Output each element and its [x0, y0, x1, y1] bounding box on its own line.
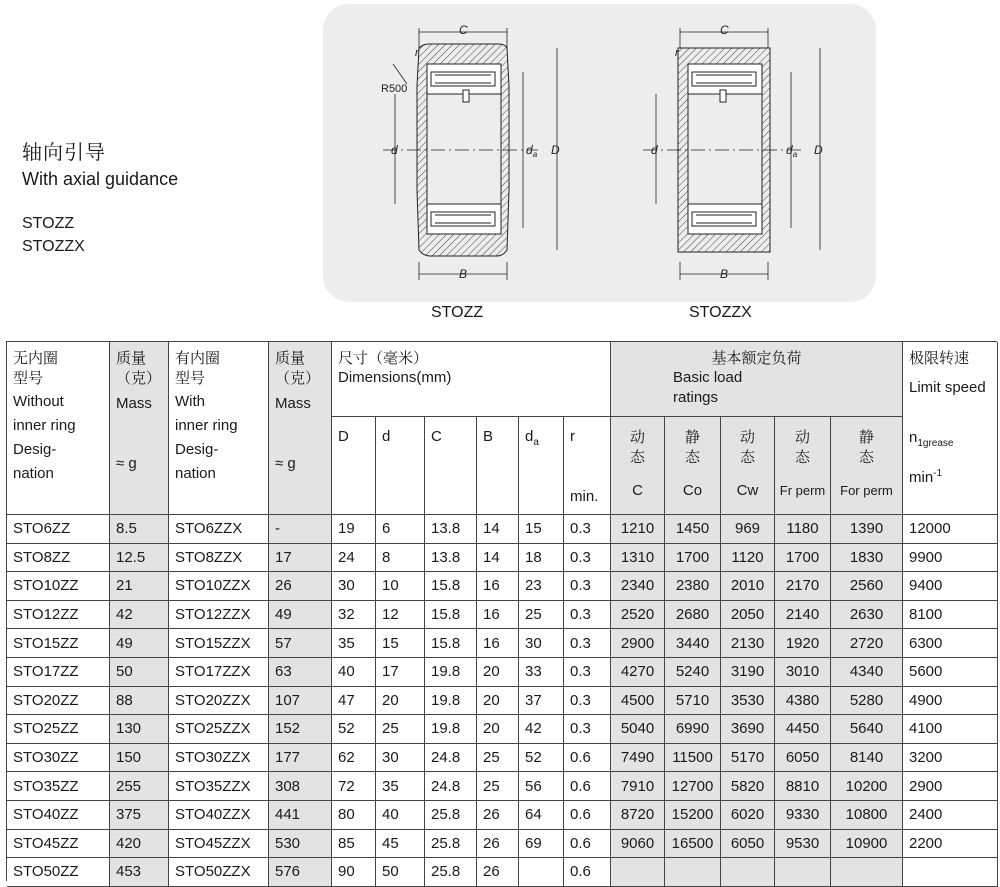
table-cell: 57: [269, 629, 332, 658]
table-cell: 49: [110, 629, 169, 658]
table-cell: STO8ZZX: [169, 544, 269, 573]
table-cell: 2900: [611, 629, 665, 658]
header-load-forperm: 静 态 For perm: [831, 417, 903, 515]
table-cell: STO12ZZ: [7, 601, 110, 630]
table-cell: 0.6: [564, 744, 611, 773]
label-big-d: D: [814, 143, 823, 157]
table-cell: 1830: [831, 544, 903, 573]
table-cell: 6300: [903, 629, 998, 658]
table-cell: 20: [477, 658, 519, 687]
table-cell: 15.8: [425, 601, 477, 630]
table-cell: 15: [376, 629, 425, 658]
table-cell: 4340: [831, 658, 903, 687]
label-r: r: [675, 47, 679, 59]
table-row: [7, 515, 998, 544]
label-da: $d_a$: [786, 143, 798, 159]
table-cell: 15: [519, 515, 564, 544]
table-cell: 35: [332, 629, 376, 658]
table-cell: 23: [519, 572, 564, 601]
table-cell: STO35ZZX: [169, 772, 269, 801]
table-cell: 7490: [611, 744, 665, 773]
table-cell: 3440: [665, 629, 721, 658]
table-cell: 2520: [611, 601, 665, 630]
table-cell: 63: [269, 658, 332, 687]
table-cell: 0.3: [564, 515, 611, 544]
table-cell: 12000: [903, 515, 998, 544]
table-cell: 2340: [611, 572, 665, 601]
header-load-ratings: 基本额定负荷 Basic load ratings: [611, 342, 903, 417]
table-cell: [903, 858, 998, 887]
header-with-inner-ring: 有内圈 型号 With inner ring Desig- nation: [169, 342, 269, 515]
table-cell: 50: [110, 658, 169, 687]
table-row: [7, 744, 998, 773]
table-cell: 52: [332, 715, 376, 744]
model-name: STOZZ: [22, 215, 75, 232]
table-cell: STO40ZZX: [169, 801, 269, 830]
table-cell: 88: [110, 687, 169, 716]
table-row: [7, 544, 998, 573]
figure-panel: [323, 4, 876, 302]
table-cell: 2380: [665, 572, 721, 601]
label-d: d: [651, 143, 658, 157]
table-cell: 2130: [721, 629, 775, 658]
table-cell: 9900: [903, 544, 998, 573]
table-cell: [721, 858, 775, 887]
table-cell: 1700: [665, 544, 721, 573]
table-row: [7, 572, 998, 601]
label-d: d: [391, 143, 398, 157]
table-cell: 0.3: [564, 687, 611, 716]
table-cell: 35: [376, 772, 425, 801]
table-cell: 530: [269, 830, 332, 859]
table-cell: 130: [110, 715, 169, 744]
table-cell: 3190: [721, 658, 775, 687]
table-cell: 21: [110, 572, 169, 601]
table-cell: 25: [376, 715, 425, 744]
intro-title-en: With axial guidance: [22, 169, 179, 189]
table-cell: 10800: [831, 801, 903, 830]
table-cell: 30: [519, 629, 564, 658]
table-cell: 2140: [775, 601, 831, 630]
table-cell: 0.6: [564, 801, 611, 830]
label-c: C: [720, 23, 729, 37]
intro-block: [22, 136, 178, 258]
table-cell: STO30ZZX: [169, 744, 269, 773]
table-cell: 6990: [665, 715, 721, 744]
table-cell: 90: [332, 858, 376, 887]
table-row: [7, 715, 998, 744]
header-dim-d: d: [376, 417, 425, 515]
table-cell: 8720: [611, 801, 665, 830]
table-cell: 13.8: [425, 544, 477, 573]
table-cell: 80: [332, 801, 376, 830]
table-cell: 15200: [665, 801, 721, 830]
table-cell: 2400: [903, 801, 998, 830]
header-mass-1: 质量 （克） Mass ≈ g: [110, 342, 169, 515]
table-cell: STO30ZZ: [7, 744, 110, 773]
table-cell: 5600: [903, 658, 998, 687]
table-cell: 85: [332, 830, 376, 859]
table-cell: 20: [477, 687, 519, 716]
table-cell: 15.8: [425, 572, 477, 601]
table-cell: 10900: [831, 830, 903, 859]
table-cell: 64: [519, 801, 564, 830]
table-row: [7, 772, 998, 801]
table-cell: 0.3: [564, 658, 611, 687]
table-cell: 24.8: [425, 772, 477, 801]
table-cell: 12.5: [110, 544, 169, 573]
table-cell: 47: [332, 687, 376, 716]
table-cell: 2170: [775, 572, 831, 601]
table-cell: 12: [376, 601, 425, 630]
table-cell: 56: [519, 772, 564, 801]
table-cell: STO45ZZX: [169, 830, 269, 859]
label-b: B: [720, 267, 729, 281]
table-cell: -: [269, 515, 332, 544]
table-cell: 37: [519, 687, 564, 716]
table-cell: 13.8: [425, 515, 477, 544]
table-cell: 19.8: [425, 715, 477, 744]
table-cell: 2680: [665, 601, 721, 630]
table-cell: 177: [269, 744, 332, 773]
table-cell: STO6ZZ: [7, 515, 110, 544]
table-cell: 1210: [611, 515, 665, 544]
table-cell: 50: [376, 858, 425, 887]
table-cell: 10200: [831, 772, 903, 801]
table-cell: 1310: [611, 544, 665, 573]
table-cell: 308: [269, 772, 332, 801]
label-da: $d_a$: [526, 143, 538, 159]
figure-caption-stozzx: STOZZX: [689, 304, 752, 321]
table-cell: 1120: [721, 544, 775, 573]
table-cell: 9060: [611, 830, 665, 859]
table-cell: 6020: [721, 801, 775, 830]
table-cell: 0.6: [564, 858, 611, 887]
table-cell: 69: [519, 830, 564, 859]
table-cell: 62: [332, 744, 376, 773]
table-cell: 1700: [775, 544, 831, 573]
table-cell: 5640: [831, 715, 903, 744]
header-load-cw: 动 态 Cw: [721, 417, 775, 515]
table-row: [7, 830, 998, 859]
table-cell: STO20ZZ: [7, 687, 110, 716]
table-cell: STO12ZZX: [169, 601, 269, 630]
table-cell: [665, 858, 721, 887]
table-cell: 19: [332, 515, 376, 544]
table-cell: 40: [332, 658, 376, 687]
table-cell: 32: [332, 601, 376, 630]
spec-table: [6, 341, 997, 881]
table-cell: 5240: [665, 658, 721, 687]
table-cell: 42: [519, 715, 564, 744]
table-cell: 375: [110, 801, 169, 830]
table-cell: 3010: [775, 658, 831, 687]
table-cell: 453: [110, 858, 169, 887]
header-load-frperm: 动 态 Fr perm: [775, 417, 831, 515]
table-cell: STO20ZZX: [169, 687, 269, 716]
table-cell: 6050: [721, 830, 775, 859]
header-dimensions: 尺寸（毫米） Dimensions(mm): [332, 342, 611, 417]
table-cell: 15.8: [425, 629, 477, 658]
table-cell: 441: [269, 801, 332, 830]
table-cell: 6: [376, 515, 425, 544]
table-cell: 0.6: [564, 772, 611, 801]
table-cell: 4450: [775, 715, 831, 744]
header-load-c: 动 态 C: [611, 417, 665, 515]
table-cell: 16: [477, 601, 519, 630]
table-cell: 9530: [775, 830, 831, 859]
table-cell: 10: [376, 572, 425, 601]
table-cell: [831, 858, 903, 887]
table-cell: 2560: [831, 572, 903, 601]
table-cell: 152: [269, 715, 332, 744]
table-cell: STO35ZZ: [7, 772, 110, 801]
table-cell: 20: [376, 687, 425, 716]
table-cell: 16: [477, 572, 519, 601]
table-cell: 30: [332, 572, 376, 601]
table-cell: 2720: [831, 629, 903, 658]
table-cell: STO15ZZ: [7, 629, 110, 658]
table-cell: STO50ZZX: [169, 858, 269, 887]
table-cell: 52: [519, 744, 564, 773]
table-cell: 11500: [665, 744, 721, 773]
label-r500: R500: [381, 83, 408, 95]
table-cell: 25: [519, 601, 564, 630]
table-cell: 9400: [903, 572, 998, 601]
table-cell: 4100: [903, 715, 998, 744]
header-dim-B: B: [477, 417, 519, 515]
table-cell: STO50ZZ: [7, 858, 110, 887]
header-dim-C: C: [425, 417, 477, 515]
table-cell: STO45ZZ: [7, 830, 110, 859]
table-cell: 25.8: [425, 801, 477, 830]
header-mass-2: 质量 （克） Mass ≈ g: [269, 342, 332, 515]
table-cell: 24: [332, 544, 376, 573]
table-cell: 255: [110, 772, 169, 801]
table-cell: 2050: [721, 601, 775, 630]
table-cell: 4270: [611, 658, 665, 687]
table-cell: 1390: [831, 515, 903, 544]
table-cell: STO10ZZX: [169, 572, 269, 601]
table-cell: 25: [477, 772, 519, 801]
table-cell: STO8ZZ: [7, 544, 110, 573]
table-cell: 8810: [775, 772, 831, 801]
bearing-drawings: [323, 4, 876, 302]
table-cell: 5280: [831, 687, 903, 716]
table-row: [7, 601, 998, 630]
table-cell: 40: [376, 801, 425, 830]
label-big-d: D: [551, 143, 560, 157]
table-cell: 3200: [903, 744, 998, 773]
table-cell: 49: [269, 601, 332, 630]
table-cell: 7910: [611, 772, 665, 801]
table-cell: 25.8: [425, 830, 477, 859]
table-cell: 26: [477, 830, 519, 859]
model-name: STOZZX: [22, 238, 85, 255]
header-without-inner-ring: 无内圈 型号 Without inner ring Desig- nation: [7, 342, 110, 515]
table-cell: 2010: [721, 572, 775, 601]
table-cell: STO6ZZX: [169, 515, 269, 544]
table-row: [7, 629, 998, 658]
table-cell: 420: [110, 830, 169, 859]
table-cell: 9330: [775, 801, 831, 830]
table-cell: 14: [477, 515, 519, 544]
table-cell: 1450: [665, 515, 721, 544]
table-row: [7, 687, 998, 716]
table-cell: 45: [376, 830, 425, 859]
table-cell: 5710: [665, 687, 721, 716]
table-cell: 8: [376, 544, 425, 573]
table-cell: 2630: [831, 601, 903, 630]
table-cell: STO15ZZX: [169, 629, 269, 658]
table-cell: 1180: [775, 515, 831, 544]
table-cell: 25.8: [425, 858, 477, 887]
table-cell: 18: [519, 544, 564, 573]
table-cell: 26: [477, 858, 519, 887]
table-cell: 5820: [721, 772, 775, 801]
label-r: r: [415, 47, 419, 59]
intro-title-zh: 轴向引导: [22, 140, 106, 164]
label-b: B: [459, 267, 468, 281]
table-cell: 33: [519, 658, 564, 687]
table-cell: [519, 858, 564, 887]
table-cell: 969: [721, 515, 775, 544]
table-cell: 0.3: [564, 572, 611, 601]
table-cell: 30: [376, 744, 425, 773]
table-cell: 17: [376, 658, 425, 687]
table-row: [7, 658, 998, 687]
table-cell: [611, 858, 665, 887]
table-cell: 3690: [721, 715, 775, 744]
table-cell: STO40ZZ: [7, 801, 110, 830]
table-row: [7, 858, 998, 887]
table-cell: 8140: [831, 744, 903, 773]
table-cell: 12700: [665, 772, 721, 801]
table-cell: 8100: [903, 601, 998, 630]
header-limit-speed: 极限转速 Limit speed $n_{1grease}$ $\min^{-1}$: [903, 342, 998, 515]
table-cell: 5040: [611, 715, 665, 744]
table-cell: 42: [110, 601, 169, 630]
table-cell: 6050: [775, 744, 831, 773]
table-cell: 4380: [775, 687, 831, 716]
table-cell: 3530: [721, 687, 775, 716]
table-cell: 2200: [903, 830, 998, 859]
header-load-co: 静 态 Co: [665, 417, 721, 515]
table-cell: 20: [477, 715, 519, 744]
table-cell: STO25ZZX: [169, 715, 269, 744]
table-cell: 16500: [665, 830, 721, 859]
table-cell: STO25ZZ: [7, 715, 110, 744]
table-cell: 26: [477, 801, 519, 830]
table-row: [7, 801, 998, 830]
table-cell: 72: [332, 772, 376, 801]
table-cell: 0.6: [564, 830, 611, 859]
table-cell: 25: [477, 744, 519, 773]
table-cell: 150: [110, 744, 169, 773]
table-cell: 107: [269, 687, 332, 716]
table-cell: 2900: [903, 772, 998, 801]
table-cell: 4500: [611, 687, 665, 716]
table-cell: 8.5: [110, 515, 169, 544]
table-cell: STO10ZZ: [7, 572, 110, 601]
table-cell: 14: [477, 544, 519, 573]
table-cell: 19.8: [425, 658, 477, 687]
table-cell: 1920: [775, 629, 831, 658]
table-cell: [775, 858, 831, 887]
table-cell: 26: [269, 572, 332, 601]
table-cell: 5170: [721, 744, 775, 773]
table-cell: 17: [269, 544, 332, 573]
table-cell: 16: [477, 629, 519, 658]
table-cell: STO17ZZX: [169, 658, 269, 687]
table-cell: 19.8: [425, 687, 477, 716]
table-cell: 0.3: [564, 544, 611, 573]
label-c: C: [459, 23, 468, 37]
table-cell: 576: [269, 858, 332, 887]
table-cell: 0.3: [564, 601, 611, 630]
table-cell: 4900: [903, 687, 998, 716]
table-cell: STO17ZZ: [7, 658, 110, 687]
header-dim-r: r min.: [564, 417, 611, 515]
figure-caption-stozz: STOZZ: [431, 304, 484, 321]
table-cell: 24.8: [425, 744, 477, 773]
table-cell: 0.3: [564, 715, 611, 744]
table-cell: 0.3: [564, 629, 611, 658]
header-dim-da: $d_a$: [519, 417, 564, 515]
header-dim-D: D: [332, 417, 376, 515]
